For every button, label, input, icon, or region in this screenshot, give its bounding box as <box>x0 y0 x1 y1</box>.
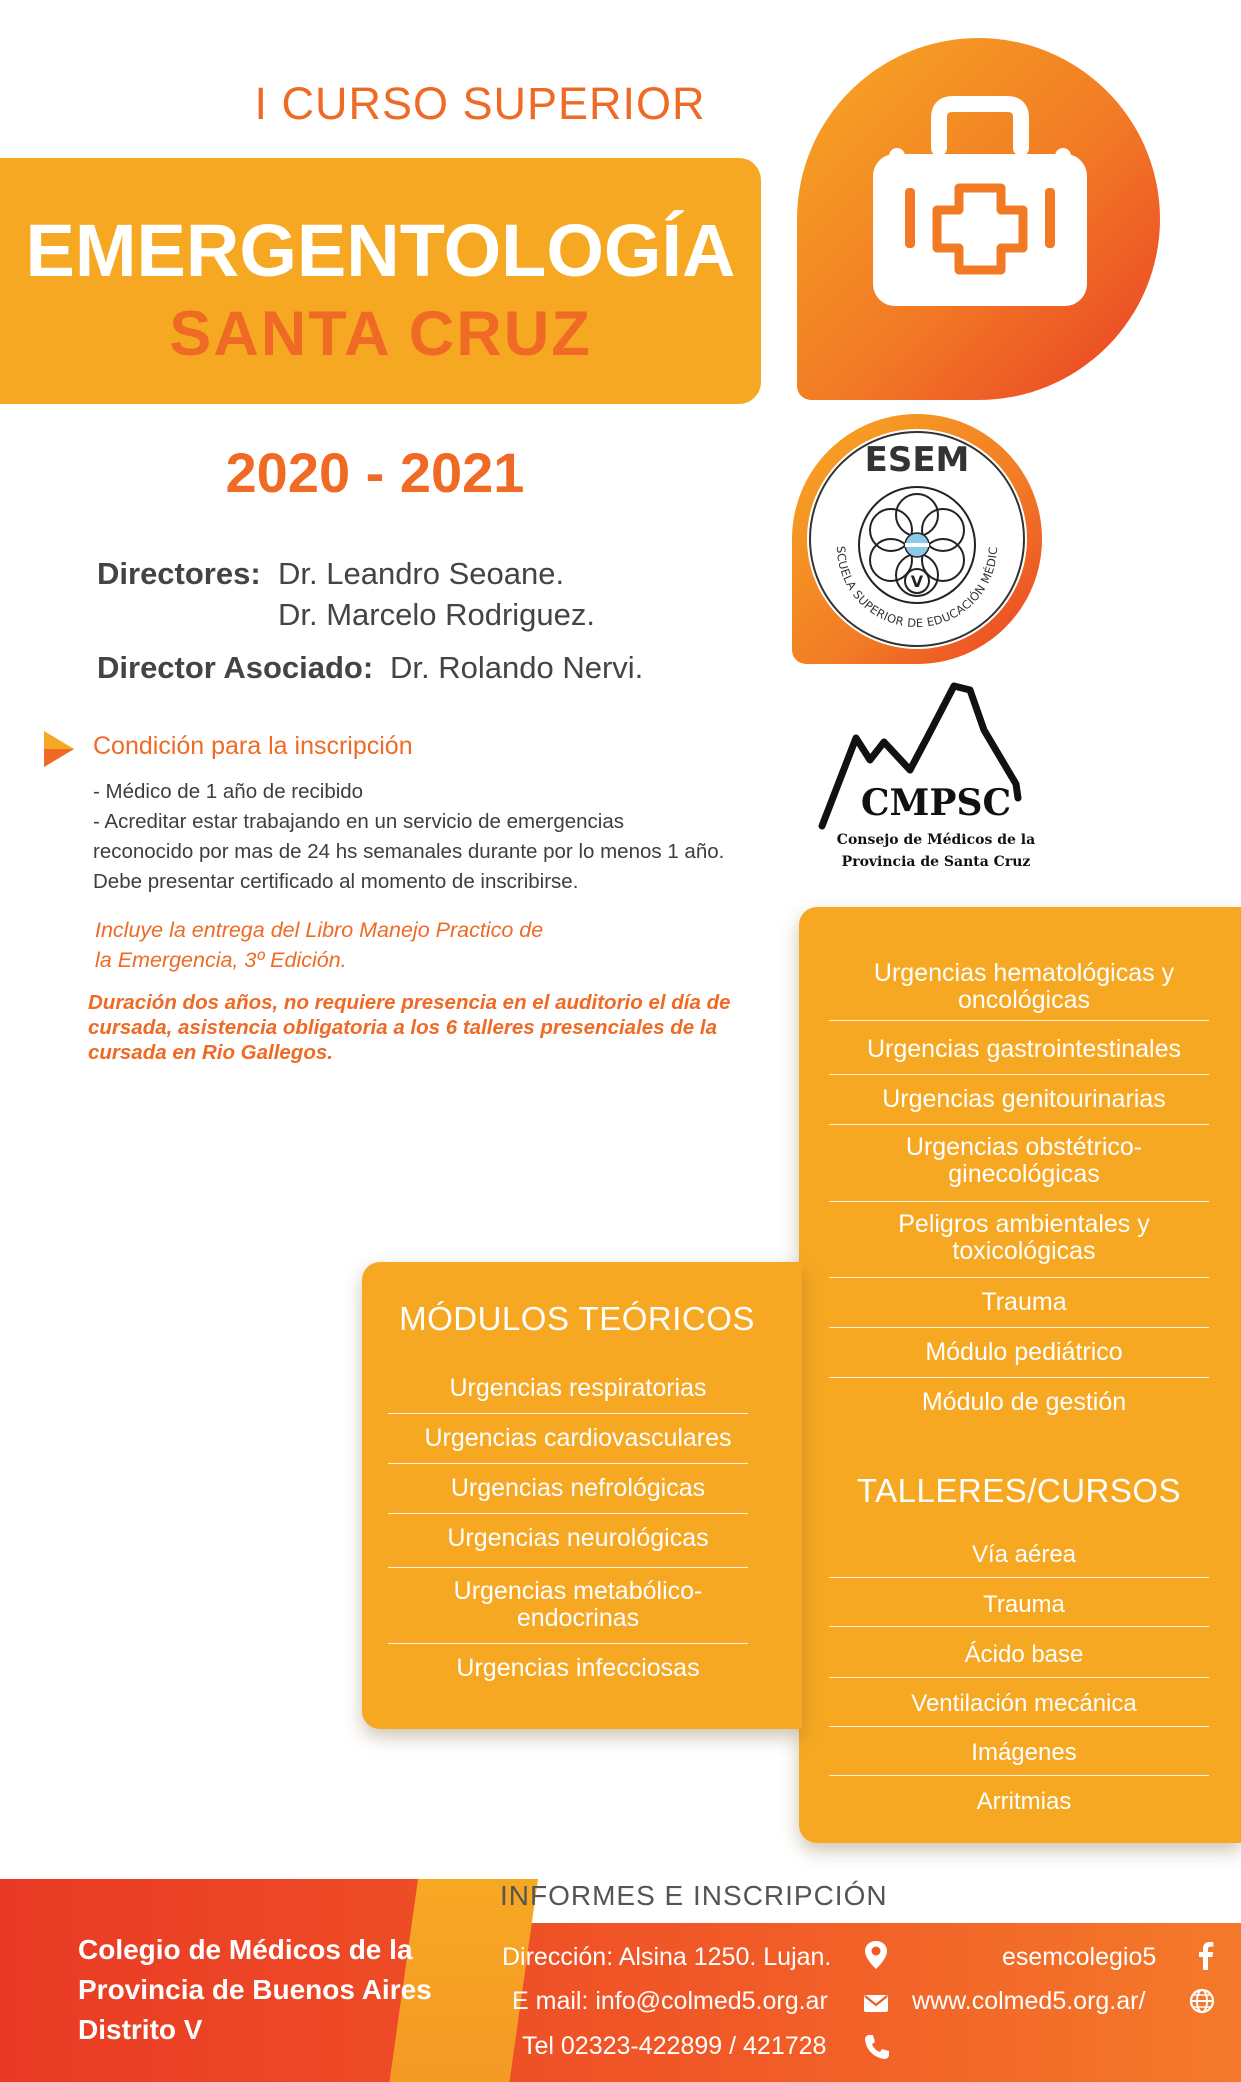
divider <box>829 1775 1209 1776</box>
divider <box>829 1626 1209 1627</box>
facebook-handle[interactable]: esemcolegio5 <box>1002 1943 1157 1971</box>
theoretical-modules-title: MÓDULOS TEÓRICOS <box>399 1300 755 1337</box>
requirements-title: Condición para la inscripción <box>93 732 413 760</box>
module-item: Urgencias nefrológicas <box>450 1473 706 1502</box>
cmpsc-subtitle: Provincia de Santa Cruz <box>841 854 1031 870</box>
cmpsc-logo <box>818 680 1048 890</box>
divider <box>388 1567 748 1568</box>
module-item: Trauma <box>981 1287 1067 1316</box>
cmpsc-subtitle: Consejo de Médicos de la <box>836 832 1036 848</box>
director-name: Dr. Marcelo Rodriguez. <box>278 597 596 632</box>
esem-seal-icon <box>807 429 1027 649</box>
workshop-item: Imágenes <box>971 1738 1077 1766</box>
contact-phone[interactable]: Tel 02323-422899 / 421728 <box>522 2032 827 2060</box>
esem-center-mark: V <box>910 572 924 591</box>
info-title: INFORMES E INSCRIPCIÓN <box>500 1880 888 1911</box>
requirement-line: - Médico de 1 año de recibido <box>93 780 364 803</box>
website-url[interactable]: www.colmed5.org.ar/ <box>912 1987 1146 2015</box>
divider <box>829 1726 1209 1727</box>
module-item: Peligros ambientales y toxicológicas <box>898 1210 1150 1265</box>
module-item: Urgencias infecciosas <box>456 1653 700 1682</box>
organization-name <box>78 1930 432 2050</box>
divider <box>388 1513 748 1514</box>
divider <box>829 1201 1209 1202</box>
modules-panel-right <box>799 907 1241 1843</box>
associate-director-label: Director Asociado: <box>97 650 374 685</box>
divider <box>829 1377 1209 1378</box>
modules-panel-left <box>362 1262 802 1729</box>
divider <box>829 1677 1209 1678</box>
module-item: Urgencias hematológicas y oncológicas <box>873 959 1175 1014</box>
organization-line: Provincia de Buenos Aires <box>78 1974 432 2005</box>
divider <box>829 1577 1209 1578</box>
workshop-item: Ácido base <box>964 1640 1084 1668</box>
course-subtitle: I CURSO SUPERIOR <box>254 78 706 129</box>
course-location: SANTA CRUZ <box>169 299 592 369</box>
globe-icon <box>1188 1986 1216 2016</box>
phone-icon <box>862 2032 890 2062</box>
divider <box>388 1413 748 1414</box>
facebook-icon[interactable] <box>1192 1940 1220 1970</box>
course-title: EMERGENTOLOGÍA <box>25 209 736 292</box>
divider <box>829 1124 1209 1125</box>
cmpsc-title: CMPSC <box>860 782 1012 824</box>
mountain-icon <box>818 680 1048 890</box>
director-name: Dr. Leandro Seoane. <box>278 556 565 591</box>
esem-ring-text: SCUELA SUPERIOR DE EDUCACIÓN MÉDIC <box>833 545 1001 631</box>
duration-note: cursada en Rio Gallegos. <box>88 1041 333 1064</box>
divider <box>829 1020 1209 1021</box>
module-item: Urgencias respiratorias <box>449 1373 707 1402</box>
module-item: Urgencias genitourinarias <box>882 1084 1166 1113</box>
module-item: Urgencias metabólico-endocrinas <box>453 1577 703 1632</box>
includes-note: Incluye la entrega del Libro Manejo Practico de <box>95 918 544 942</box>
play-arrow-icon <box>44 731 74 767</box>
duration-note: Duración dos años, no requiere presencia en el auditorio el día de <box>88 991 731 1014</box>
first-aid-kit-badge <box>797 38 1160 400</box>
workshop-item: Ventilación mecánica <box>911 1689 1137 1717</box>
module-item: Urgencias neurológicas <box>447 1523 709 1552</box>
workshop-item: Arritmias <box>976 1787 1072 1815</box>
first-aid-kit-icon <box>797 38 1160 400</box>
module-item: Módulo de gestión <box>921 1387 1127 1416</box>
contact-email[interactable]: E mail: info@colmed5.org.ar <box>512 1987 828 2015</box>
location-pin-icon <box>862 1940 890 1970</box>
contact-address: Dirección: Alsina 1250. Lujan. <box>502 1943 832 1971</box>
requirement-line: - Acreditar estar trabajando en un servicio de emergencias <box>93 810 625 833</box>
module-item: Urgencias gastrointestinales <box>866 1034 1182 1063</box>
requirement-line: Debe presentar certificado al momento de inscribirse. <box>93 870 579 893</box>
workshops-title: TALLERES/CURSOS <box>856 1472 1182 1509</box>
divider <box>829 1074 1209 1075</box>
course-years: 2020 - 2021 <box>225 441 525 504</box>
esem-title: ESEM <box>864 440 970 480</box>
includes-note: la Emergencia, 3º Edición. <box>95 948 347 972</box>
associate-director-name: Dr. Rolando Nervi. <box>390 650 644 685</box>
divider <box>388 1463 748 1464</box>
module-item: Urgencias cardiovasculares <box>424 1423 732 1452</box>
esem-logo <box>807 429 1027 649</box>
directors-label: Directores: <box>97 556 261 591</box>
organization-line: Distrito V <box>78 2014 203 2045</box>
divider <box>829 1277 1209 1278</box>
workshop-item: Trauma <box>983 1590 1065 1618</box>
module-item: Módulo pediátrico <box>925 1337 1123 1366</box>
module-item: Urgencias obstétrico-ginecológicas <box>905 1133 1143 1188</box>
divider <box>829 1327 1209 1328</box>
workshop-item: Vía aérea <box>971 1540 1077 1568</box>
organization-line: Colegio de Médicos de la <box>78 1934 413 1965</box>
divider <box>388 1643 748 1644</box>
requirement-line: reconocido por mas de 24 hs semanales durante por lo menos 1 año. <box>93 840 725 863</box>
duration-note: cursada, asistencia obligatoria a los 6 talleres presenciales de la <box>88 1016 717 1039</box>
mail-icon <box>862 1988 890 2018</box>
